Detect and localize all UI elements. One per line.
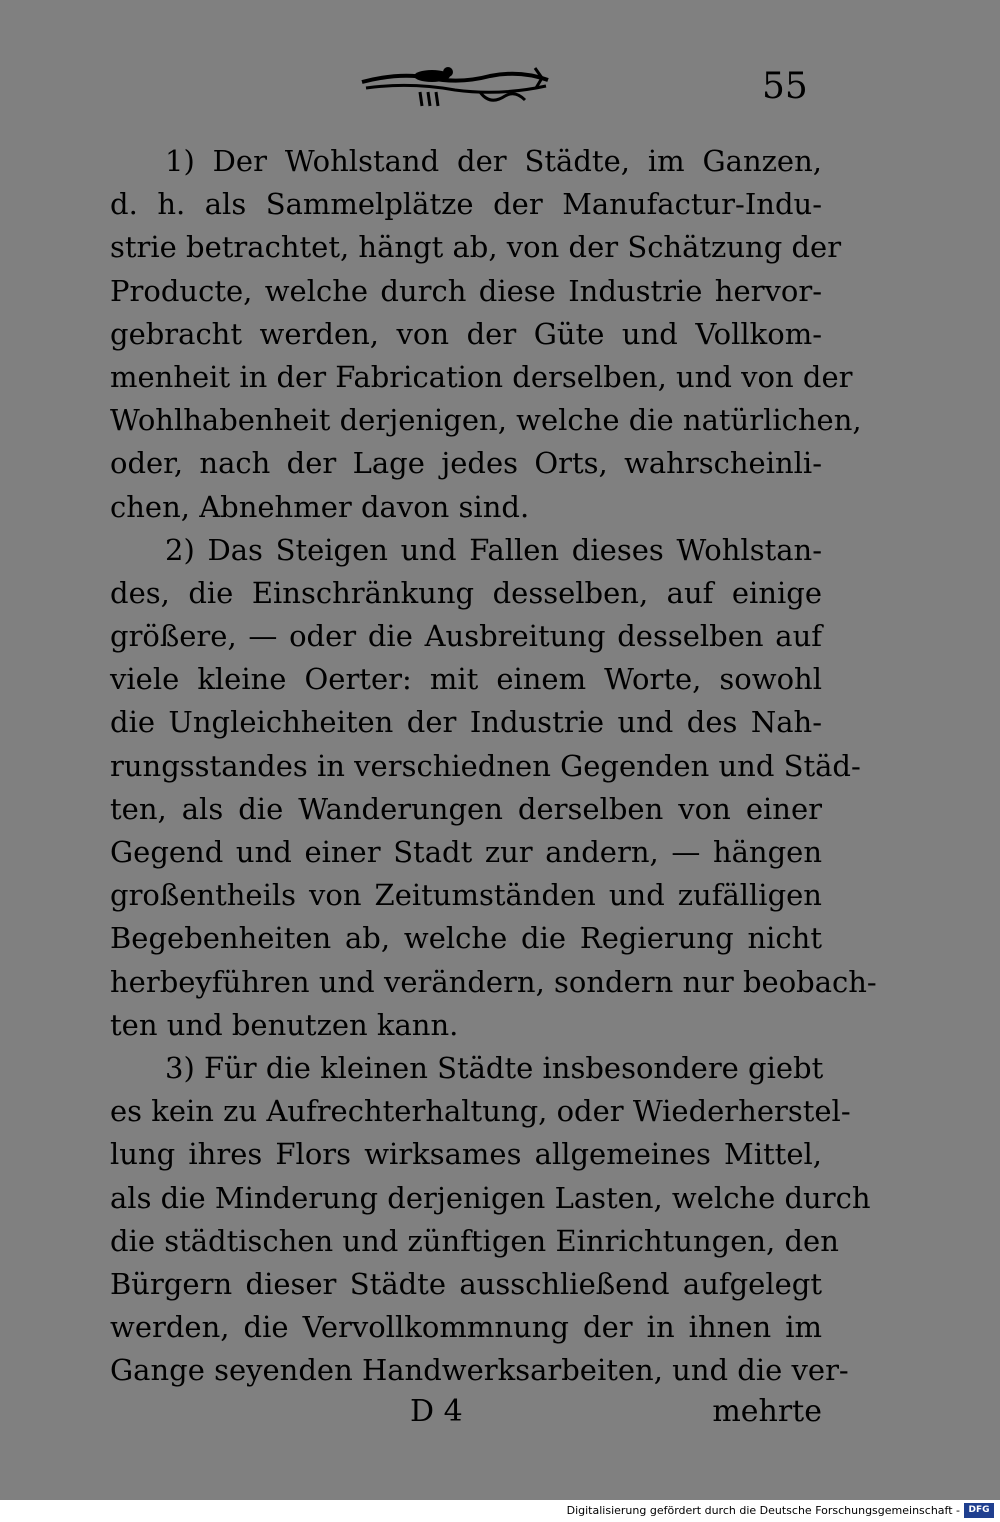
- text-line: chen, Abnehmer davon sind.: [110, 489, 530, 524]
- dfg-logo-icon: DFG: [964, 1503, 994, 1518]
- text-line: Gange seyenden Handwerksarbeiten, und die ver-: [110, 1353, 849, 1388]
- text-line: Bürgern dieser Städte ausschließend aufgelegt: [110, 1266, 822, 1301]
- text-line: ten und benutzen kann.: [110, 1007, 459, 1042]
- credit-text: Digitalisierung gefördert durch die Deutsche Forschungsgemeinschaft -: [566, 1504, 960, 1517]
- text-line: die städtischen und zünftigen Einrichtungen, den: [110, 1223, 839, 1258]
- text-line: es kein zu Aufrechterhaltung, oder Wiederherstel-: [110, 1094, 851, 1129]
- text-line: strie betrachtet, hängt ab, von der Schätzung der: [110, 230, 842, 265]
- text-line: oder, nach der Lage jedes Orts, wahrscheinli-: [110, 446, 822, 481]
- page-footer: [110, 1394, 822, 1438]
- text-line: des, die Einschränkung desselben, auf einige: [110, 575, 822, 610]
- text-line: als die Minderung derjenigen Lasten, welche durch: [110, 1180, 871, 1215]
- text-line: d. h. als Sammelplätze der Manufactur-Indu-: [110, 187, 822, 222]
- text-line: die Ungleichheiten der Industrie und des Nah-: [110, 705, 822, 740]
- text-line: werden, die Vervollkommnung der in ihnen im: [110, 1310, 822, 1345]
- text-line: rungsstandes in verschiednen Gegenden und Städ-: [110, 748, 861, 783]
- text-line: Gegend und einer Stadt zur andern, — hängen: [110, 835, 822, 869]
- text-line: Producte, welche durch diese Industrie hervor-: [110, 273, 822, 308]
- text-line: gebracht werden, von der Güte und Vollkom-: [110, 316, 822, 351]
- text-line: größere, — oder die Ausbreitung desselben auf: [110, 619, 822, 654]
- text-line: herbeyführen und verändern, sondern nur beobach-: [110, 964, 877, 999]
- text-line: 2) Das Steigen und Fallen dieses Wohlstan-: [165, 532, 822, 567]
- decorative-vignette-icon: [360, 62, 550, 110]
- text-line: Begebenheiten ab, welche die Regierung nicht: [110, 921, 822, 956]
- digitization-credit-bar: [0, 1500, 1000, 1522]
- page-number: 55: [762, 66, 808, 107]
- signature-mark: D 4: [410, 1394, 463, 1429]
- text-line: ten, als die Wanderungen derselben von einer: [110, 791, 822, 826]
- catchword: mehrte: [712, 1394, 822, 1429]
- text-line: lung ihres Flors wirksames allgemeines Mittel,: [110, 1137, 822, 1172]
- text-line: Wohlhabenheit derjenigen, welche die natürlichen,: [110, 403, 862, 438]
- paragraph: [110, 140, 862, 529]
- paragraph: [110, 529, 877, 1047]
- body-text: [110, 140, 877, 1392]
- text-line: viele kleine Oerter: mit einem Worte, sowohl: [110, 662, 822, 697]
- text-line: 3) Für die kleinen Städte insbesondere giebt: [165, 1050, 824, 1085]
- text-line: 1) Der Wohlstand der Städte, im Ganzen,: [165, 144, 822, 178]
- paragraph: [110, 1047, 871, 1393]
- text-line: großentheils von Zeitumständen und zufälligen: [110, 878, 822, 913]
- text-line: menheit in der Fabrication derselben, und von der: [110, 359, 853, 394]
